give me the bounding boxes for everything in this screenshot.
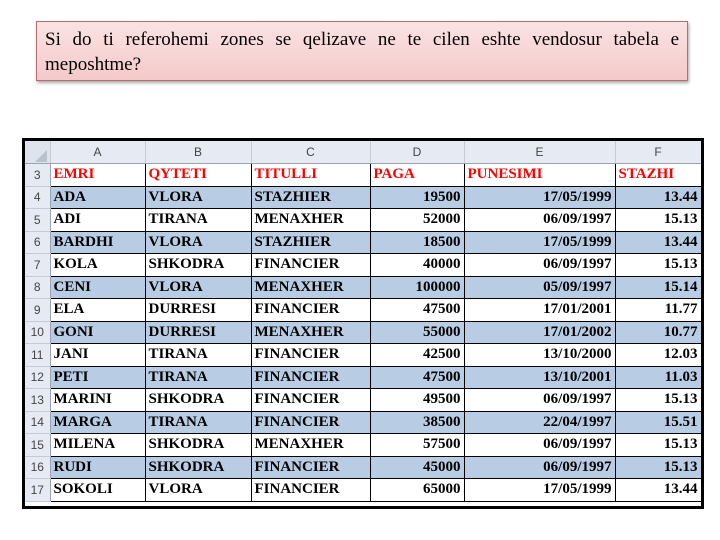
column-header-b[interactable]: B <box>145 141 251 164</box>
punesimi-cell[interactable]: 13/10/2001 <box>464 366 615 389</box>
titulli-cell[interactable]: MENAXHER <box>251 434 370 457</box>
table-row <box>25 186 701 209</box>
stazhi-cell[interactable]: 10.77 <box>615 321 701 344</box>
qyteti-cell[interactable]: VLORA <box>145 231 251 254</box>
punesimi-cell[interactable]: 06/09/1997 <box>464 254 615 277</box>
stazhi-cell[interactable]: 11.77 <box>615 299 701 322</box>
table-row <box>25 434 701 457</box>
titulli-cell[interactable]: STAZHIER <box>251 186 370 209</box>
paga-cell[interactable]: 38500 <box>370 411 464 434</box>
table-row <box>25 299 701 322</box>
titulli-cell[interactable]: FINANCIER <box>251 299 370 322</box>
table-row <box>25 344 701 367</box>
table-row <box>25 254 701 277</box>
row-number[interactable]: 9 <box>25 299 50 322</box>
select-all-corner[interactable] <box>25 141 50 164</box>
column-header-a[interactable]: A <box>50 141 145 164</box>
emri-cell[interactable]: ADA <box>50 186 145 209</box>
paga-cell[interactable]: 65000 <box>370 479 464 502</box>
row-number[interactable]: 11 <box>25 344 50 367</box>
table-row <box>25 479 701 502</box>
emri-cell[interactable]: SOKOLI <box>50 479 145 502</box>
paga-cell[interactable]: 40000 <box>370 254 464 277</box>
row-number[interactable]: 10 <box>25 321 50 344</box>
punesimi-cell[interactable]: 06/09/1997 <box>464 389 615 412</box>
row-number[interactable]: 13 <box>25 389 50 412</box>
punesimi-cell[interactable]: 06/09/1997 <box>464 209 615 232</box>
row-number[interactable]: 7 <box>25 254 50 277</box>
column-header-e[interactable]: E <box>464 141 615 164</box>
header-cell-emri[interactable]: EMRI <box>50 164 145 187</box>
punesimi-cell[interactable]: 06/09/1997 <box>464 456 615 479</box>
qyteti-cell[interactable]: DURRESI <box>145 321 251 344</box>
qyteti-cell[interactable]: SHKODRA <box>145 254 251 277</box>
row-number[interactable]: 3 <box>25 164 50 187</box>
punesimi-cell[interactable]: 06/09/1997 <box>464 434 615 457</box>
emri-cell[interactable]: GONI <box>50 321 145 344</box>
titulli-cell[interactable]: FINANCIER <box>251 411 370 434</box>
emri-cell[interactable]: ADI <box>50 209 145 232</box>
punesimi-cell[interactable]: 13/10/2000 <box>464 344 615 367</box>
punesimi-cell[interactable]: 17/01/2002 <box>464 321 615 344</box>
select-all-triangle-icon <box>35 150 47 162</box>
paga-cell[interactable]: 52000 <box>370 209 464 232</box>
paga-cell[interactable]: 47500 <box>370 299 464 322</box>
table-row <box>25 389 701 412</box>
punesimi-cell[interactable]: 05/09/1997 <box>464 276 615 299</box>
row-number[interactable]: 8 <box>25 276 50 299</box>
emri-cell[interactable]: JANI <box>50 344 145 367</box>
paga-cell[interactable]: 47500 <box>370 366 464 389</box>
emri-cell[interactable]: MILENA <box>50 434 145 457</box>
table-row <box>25 456 701 479</box>
header-cell-stazhi[interactable]: STAZHI <box>615 164 701 187</box>
stazhi-cell[interactable]: 13.44 <box>615 231 701 254</box>
qyteti-cell[interactable]: SHKODRA <box>145 434 251 457</box>
row-number[interactable]: 16 <box>25 456 50 479</box>
emri-cell[interactable]: MARGA <box>50 411 145 434</box>
emri-cell[interactable]: MARINI <box>50 389 145 412</box>
qyteti-cell[interactable]: TIRANA <box>145 209 251 232</box>
qyteti-cell[interactable]: TIRANA <box>145 411 251 434</box>
column-header-c[interactable]: C <box>251 141 370 164</box>
titulli-cell[interactable]: FINANCIER <box>251 344 370 367</box>
punesimi-cell[interactable]: 17/05/1999 <box>464 186 615 209</box>
paga-cell[interactable]: 100000 <box>370 276 464 299</box>
question-text: Si do ti referohemi zones se qelizave ne te cilen eshte vendosur tabela e meposhtme? <box>45 29 679 75</box>
header-cell-punesimi[interactable]: PUNESIMI <box>464 164 615 187</box>
paga-cell[interactable]: 18500 <box>370 231 464 254</box>
paga-cell[interactable]: 42500 <box>370 344 464 367</box>
column-header-f[interactable]: F <box>615 141 701 164</box>
stazhi-cell[interactable]: 13.44 <box>615 479 701 502</box>
spreadsheet-screenshot <box>22 138 704 509</box>
paga-cell[interactable]: 57500 <box>370 434 464 457</box>
stazhi-cell[interactable]: 11.03 <box>615 366 701 389</box>
column-header-d[interactable]: D <box>370 141 464 164</box>
qyteti-cell[interactable]: VLORA <box>145 186 251 209</box>
table-row <box>25 276 701 299</box>
table-row <box>25 209 701 232</box>
stazhi-cell[interactable]: 15.13 <box>615 389 701 412</box>
stazhi-cell[interactable]: 13.44 <box>615 186 701 209</box>
row-number[interactable]: 17 <box>25 479 50 502</box>
titulli-cell[interactable]: MENAXHER <box>251 276 370 299</box>
paga-cell[interactable]: 19500 <box>370 186 464 209</box>
qyteti-cell[interactable]: VLORA <box>145 276 251 299</box>
titulli-cell[interactable]: FINANCIER <box>251 389 370 412</box>
row-number[interactable]: 5 <box>25 209 50 232</box>
row-number[interactable]: 6 <box>25 231 50 254</box>
titulli-cell[interactable]: FINANCIER <box>251 366 370 389</box>
emri-cell[interactable]: BARDHI <box>50 231 145 254</box>
punesimi-cell[interactable]: 17/01/2001 <box>464 299 615 322</box>
stazhi-cell[interactable]: 15.51 <box>615 411 701 434</box>
spreadsheet-table <box>25 141 702 502</box>
table-row <box>25 321 701 344</box>
qyteti-cell[interactable]: SHKODRA <box>145 389 251 412</box>
table-row <box>25 231 701 254</box>
row-number[interactable]: 15 <box>25 434 50 457</box>
titulli-cell[interactable]: STAZHIER <box>251 231 370 254</box>
titulli-cell[interactable]: FINANCIER <box>251 254 370 277</box>
emri-cell[interactable]: KOLA <box>50 254 145 277</box>
row-number[interactable]: 12 <box>25 366 50 389</box>
stazhi-cell[interactable]: 15.14 <box>615 276 701 299</box>
punesimi-cell[interactable]: 17/05/1999 <box>464 231 615 254</box>
column-header-row <box>25 141 701 164</box>
stazhi-cell[interactable]: 15.13 <box>615 456 701 479</box>
qyteti-cell[interactable]: VLORA <box>145 479 251 502</box>
titulli-cell[interactable]: FINANCIER <box>251 456 370 479</box>
titulli-cell[interactable]: FINANCIER <box>251 479 370 502</box>
header-cell-titulli[interactable]: TITULLI <box>251 164 370 187</box>
row-number[interactable]: 4 <box>25 186 50 209</box>
punesimi-cell[interactable]: 22/04/1997 <box>464 411 615 434</box>
paga-cell[interactable]: 45000 <box>370 456 464 479</box>
titulli-cell[interactable]: MENAXHER <box>251 209 370 232</box>
emri-cell[interactable]: PETI <box>50 366 145 389</box>
header-cell-paga[interactable]: PAGA <box>370 164 464 187</box>
paga-cell[interactable]: 49500 <box>370 389 464 412</box>
qyteti-cell[interactable]: SHKODRA <box>145 456 251 479</box>
qyteti-cell[interactable]: TIRANA <box>145 344 251 367</box>
stazhi-cell[interactable]: 15.13 <box>615 254 701 277</box>
table-row <box>25 366 701 389</box>
emri-cell[interactable]: RUDI <box>50 456 145 479</box>
table-header-row <box>25 164 701 187</box>
qyteti-cell[interactable]: DURRESI <box>145 299 251 322</box>
table-row <box>25 411 701 434</box>
question-box <box>36 21 688 81</box>
emri-cell[interactable]: ELA <box>50 299 145 322</box>
header-cell-qyteti[interactable]: QYTETI <box>145 164 251 187</box>
qyteti-cell[interactable]: TIRANA <box>145 366 251 389</box>
stazhi-cell[interactable]: 15.13 <box>615 434 701 457</box>
stazhi-cell[interactable]: 15.13 <box>615 209 701 232</box>
stazhi-cell[interactable]: 12.03 <box>615 344 701 367</box>
paga-cell[interactable]: 55000 <box>370 321 464 344</box>
punesimi-cell[interactable]: 17/05/1999 <box>464 479 615 502</box>
row-number[interactable]: 14 <box>25 411 50 434</box>
emri-cell[interactable]: CENI <box>50 276 145 299</box>
titulli-cell[interactable]: MENAXHER <box>251 321 370 344</box>
